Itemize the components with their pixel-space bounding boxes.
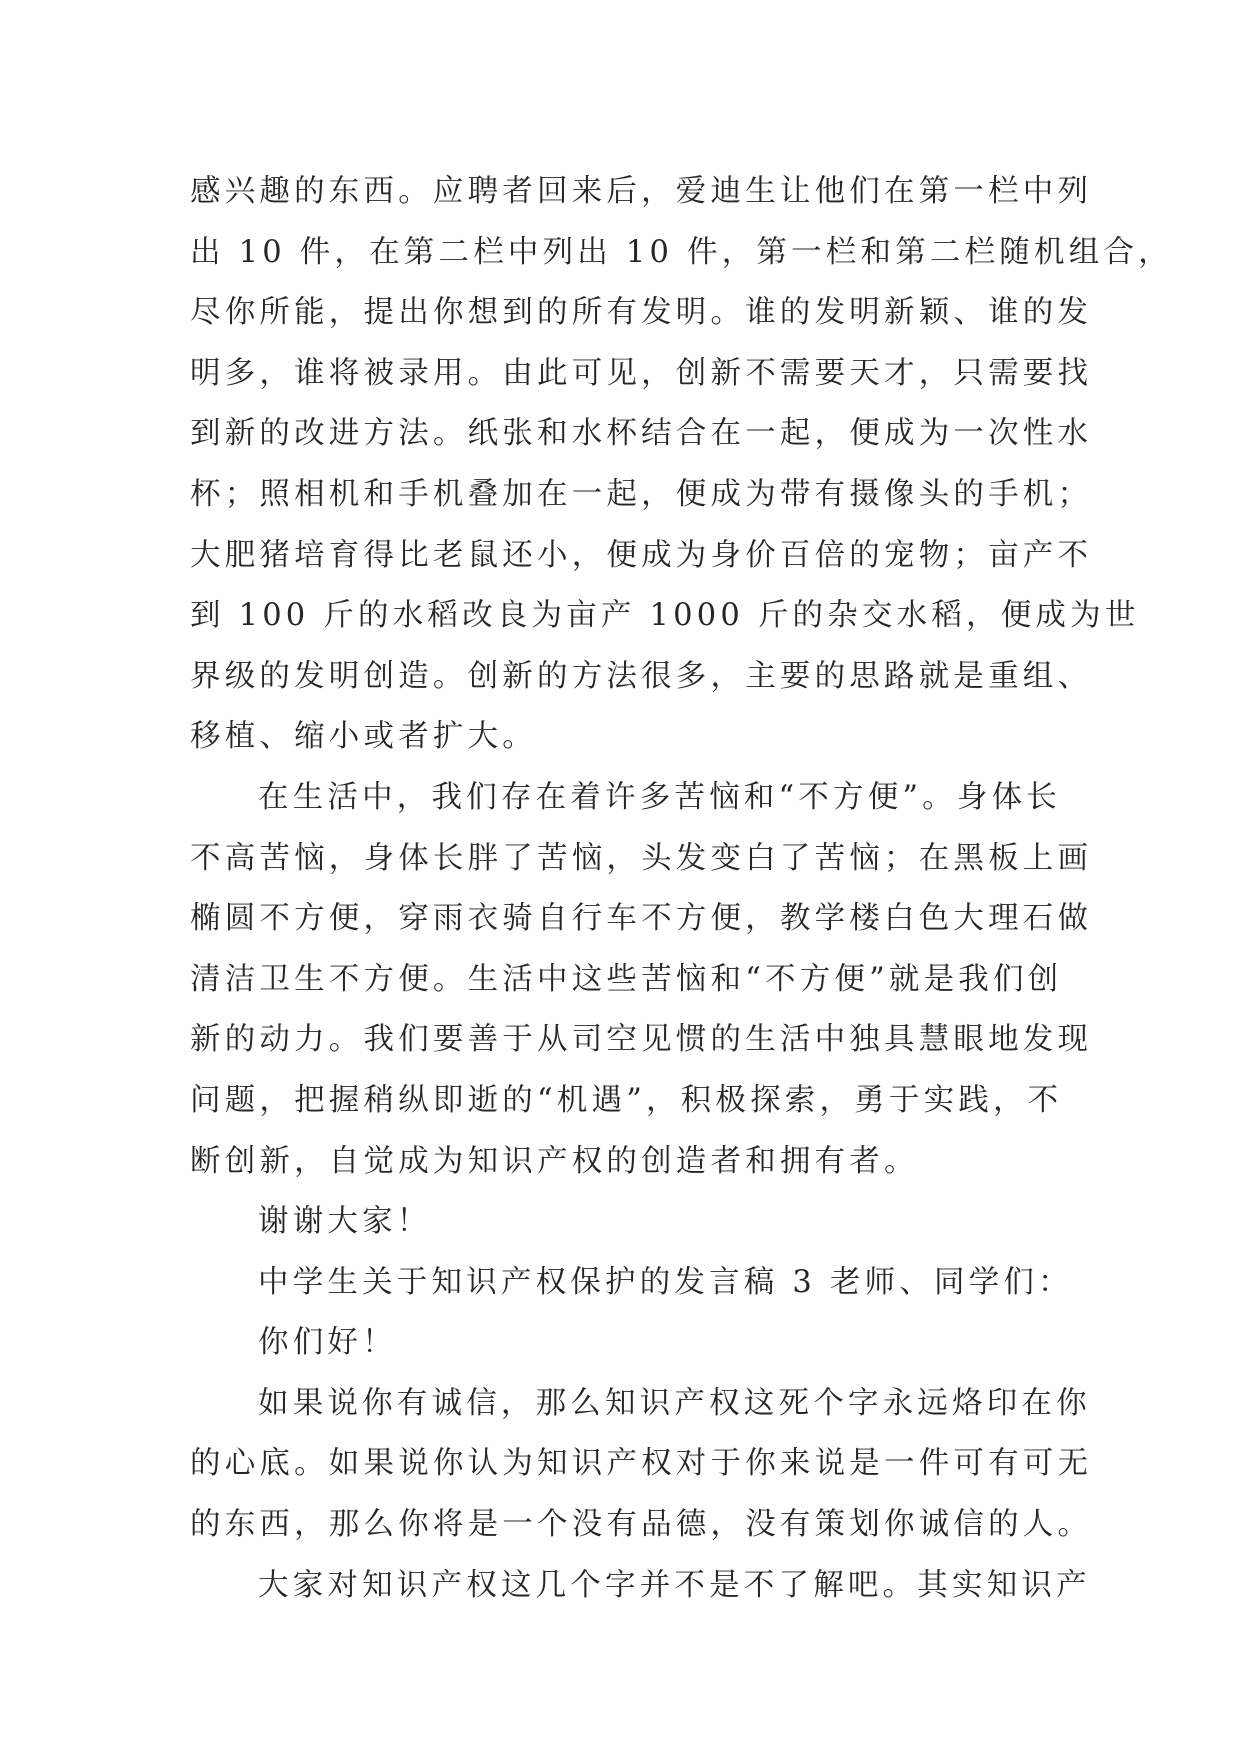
text-line: 尽你所能，提出你想到的所有发明。谁的发明新颖、谁的发 (190, 295, 1093, 331)
text-line: 移植、缩小或者扩大。 (190, 719, 537, 755)
text-line: 椭圆不方便，穿雨衣骑自行车不方便，教学楼白色大理石做 (190, 901, 1093, 937)
text-line: 如果说你有诚信，那么知识产权这死个字永远烙印在你 (258, 1385, 1091, 1421)
text-line: 清洁卫生不方便。生活中这些苦恼和“不方便”就是我们创 (190, 961, 1063, 997)
text-line: 问题，把握稍纵即逝的“机遇”，积极探索，勇于实践，不 (190, 1082, 1063, 1118)
text-line: 你们好！ (258, 1325, 397, 1361)
text-line: 出 10 件，在第二栏中列出 10 件，第一栏和第二栏随机组合， (190, 234, 1173, 270)
text-line: 不高苦恼，身体长胖了苦恼，头发变白了苦恼；在黑板上画 (190, 840, 1093, 876)
text-line: 大家对知识产权这几个字并不是不了解吧。其实知识产 (258, 1567, 1091, 1603)
text-line: 大肥猪培育得比老鼠还小，便成为身价百倍的宠物；亩产不 (190, 537, 1093, 573)
text-line: 杯；照相机和手机叠加在一起，便成为带有摄像头的手机； (190, 476, 1093, 512)
text-line: 谢谢大家！ (258, 1204, 432, 1240)
text-line: 到 100 斤的水稻改良为亩产 1000 斤的杂交水稻，便成为世 (190, 598, 1140, 634)
text-line: 感兴趣的东西。应聘者回来后，爱迪生让他们在第一栏中列 (190, 174, 1093, 209)
text-line: 的东西，那么你将是一个没有品德，没有策划你诚信的人。 (190, 1507, 1093, 1543)
document-body-text (190, 162, 1173, 1616)
text-line: 界级的发明创造。创新的方法很多，主要的思路就是重组、 (190, 658, 1093, 694)
text-line: 中学生关于知识产权保护的发言稿 3 老师、同学们： (258, 1264, 1073, 1300)
text-line: 在生活中，我们存在着许多苦恼和“不方便”。身体长 (258, 779, 1061, 815)
text-line: 断创新，自觉成为知识产权的创造者和拥有者。 (190, 1143, 919, 1179)
text-line: 的心底。如果说你认为知识产权对于你来说是一件可有可无 (190, 1446, 1093, 1482)
text-line: 明多，谁将被录用。由此可见，创新不需要天才，只需要找 (190, 355, 1093, 391)
text-line: 到新的改进方法。纸张和水杯结合在一起，便成为一次性水 (190, 416, 1093, 452)
text-line: 新的动力。我们要善于从司空见惯的生活中独具慧眼地发现 (190, 1022, 1093, 1058)
